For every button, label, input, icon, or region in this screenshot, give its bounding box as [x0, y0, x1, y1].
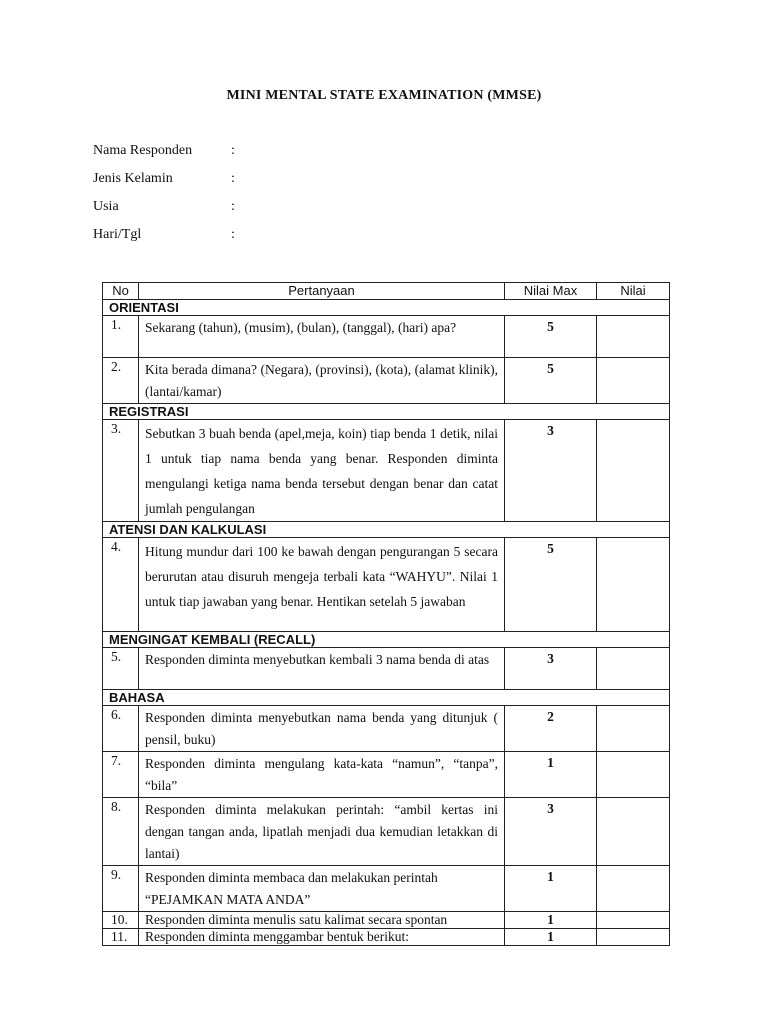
respondent-info: [93, 143, 393, 255]
row-max-score: 1: [505, 752, 597, 798]
section-recall: MENGINGAT KEMBALI (RECALL): [103, 632, 670, 648]
row-score-cell[interactable]: [597, 912, 670, 929]
table-row: [103, 866, 670, 912]
row-question: Responden diminta membaca dan melakukan perintah “PEJAMKAN MATA ANDA”: [139, 866, 505, 912]
row-number: 11.: [103, 929, 139, 946]
respondent-name-label: Nama Responden: [93, 143, 193, 158]
row-score-cell[interactable]: [597, 752, 670, 798]
section-atensi: ATENSI DAN KALKULASI: [103, 522, 670, 538]
date-row: [93, 227, 393, 255]
date-colon: :: [231, 227, 235, 242]
row-max-score: 3: [505, 420, 597, 522]
age-label: Usia: [93, 199, 119, 214]
table-row: [103, 912, 670, 929]
row-score-cell[interactable]: [597, 866, 670, 912]
section-bahasa: BAHASA: [103, 690, 670, 706]
document-title: MINI MENTAL STATE EXAMINATION (MMSE): [226, 88, 542, 103]
row-max-score: 5: [505, 538, 597, 632]
row-max-score: 3: [505, 648, 597, 690]
row-score-cell[interactable]: [597, 706, 670, 752]
row-max-score: 5: [505, 316, 597, 358]
header-no: No: [103, 283, 139, 300]
gender-row: [93, 171, 393, 199]
row-number: 3.: [103, 420, 139, 522]
row-number: 4.: [103, 538, 139, 632]
row-number: 10.: [103, 912, 139, 929]
section-registrasi: REGISTRASI: [103, 404, 670, 420]
gender-label: Jenis Kelamin: [93, 171, 173, 186]
header-score: Nilai: [597, 283, 670, 300]
row-score-cell[interactable]: [597, 929, 670, 946]
row-number: 1.: [103, 316, 139, 358]
row-number: 5.: [103, 648, 139, 690]
header-question: Pertanyaan: [139, 283, 505, 300]
row-score-cell[interactable]: [597, 538, 670, 632]
row-number: 8.: [103, 798, 139, 866]
row-question: Hitung mundur dari 100 ke bawah dengan pengurangan 5 secara berurutan atau disuruh mengeja terbali kata “WAHYU”. Nilai 1 untuk tiap jawaban yang benar. Hentikan setelah 5 jawaban: [139, 538, 505, 632]
row-question: Sekarang (tahun), (musim), (bulan), (tanggal), (hari) apa?: [139, 316, 505, 358]
date-label: Hari/Tgl: [93, 227, 142, 242]
row-score-cell[interactable]: [597, 798, 670, 866]
row-max-score: 2: [505, 706, 597, 752]
row-max-score: 3: [505, 798, 597, 866]
table-row: [103, 648, 670, 690]
row-score-cell[interactable]: [597, 358, 670, 404]
table-header-row: [103, 283, 670, 300]
row-number: 9.: [103, 866, 139, 912]
section-orientasi: ORIENTASI: [103, 300, 670, 316]
table-row: [103, 929, 670, 946]
row-score-cell[interactable]: [597, 420, 670, 522]
table-row: [103, 538, 670, 632]
row-score-cell[interactable]: [597, 316, 670, 358]
row-question: Responden diminta melakukan perintah: “ambil kertas ini dengan tangan anda, lipatlah menjadi dua kemudian letakkan di lantai): [139, 798, 505, 866]
row-question: Responden diminta mengulang kata-kata “namun”, “tanpa”, “bila”: [139, 752, 505, 798]
row-question: Responden diminta menyebutkan kembali 3 nama benda di atas: [139, 648, 505, 690]
table-row: [103, 358, 670, 404]
row-score-cell[interactable]: [597, 648, 670, 690]
table-row: [103, 752, 670, 798]
mmse-table: [102, 282, 670, 946]
table-row: [103, 706, 670, 752]
section-row: [103, 632, 670, 648]
row-question: Kita berada dimana? (Negara), (provinsi), (kota), (alamat klinik), (lantai/kamar): [139, 358, 505, 404]
row-question: Responden diminta menggambar bentuk berikut:: [139, 929, 505, 946]
respondent-name-row: [93, 143, 393, 171]
row-max-score: 1: [505, 912, 597, 929]
section-row: [103, 690, 670, 706]
row-max-score: 1: [505, 866, 597, 912]
age-colon: :: [231, 199, 235, 214]
table-row: [103, 798, 670, 866]
header-max: Nilai Max: [505, 283, 597, 300]
respondent-name-colon: :: [231, 143, 235, 158]
row-max-score: 1: [505, 929, 597, 946]
section-row: [103, 300, 670, 316]
age-row: [93, 199, 393, 227]
gender-colon: :: [231, 171, 235, 186]
row-question: Sebutkan 3 buah benda (apel,meja, koin) tiap benda 1 detik, nilai 1 untuk tiap nama benda yang benar. Responden diminta mengulangi ketiga nama benda tersebut dengan benar dan catat jumlah pengulangan: [139, 420, 505, 522]
section-row: [103, 404, 670, 420]
table-row: [103, 316, 670, 358]
row-number: 7.: [103, 752, 139, 798]
row-number: 6.: [103, 706, 139, 752]
table-row: [103, 420, 670, 522]
row-max-score: 5: [505, 358, 597, 404]
row-question: Responden diminta menulis satu kalimat secara spontan: [139, 912, 505, 929]
row-question: Responden diminta menyebutkan nama benda yang ditunjuk ( pensil, buku): [139, 706, 505, 752]
section-row: [103, 522, 670, 538]
row-number: 2.: [103, 358, 139, 404]
